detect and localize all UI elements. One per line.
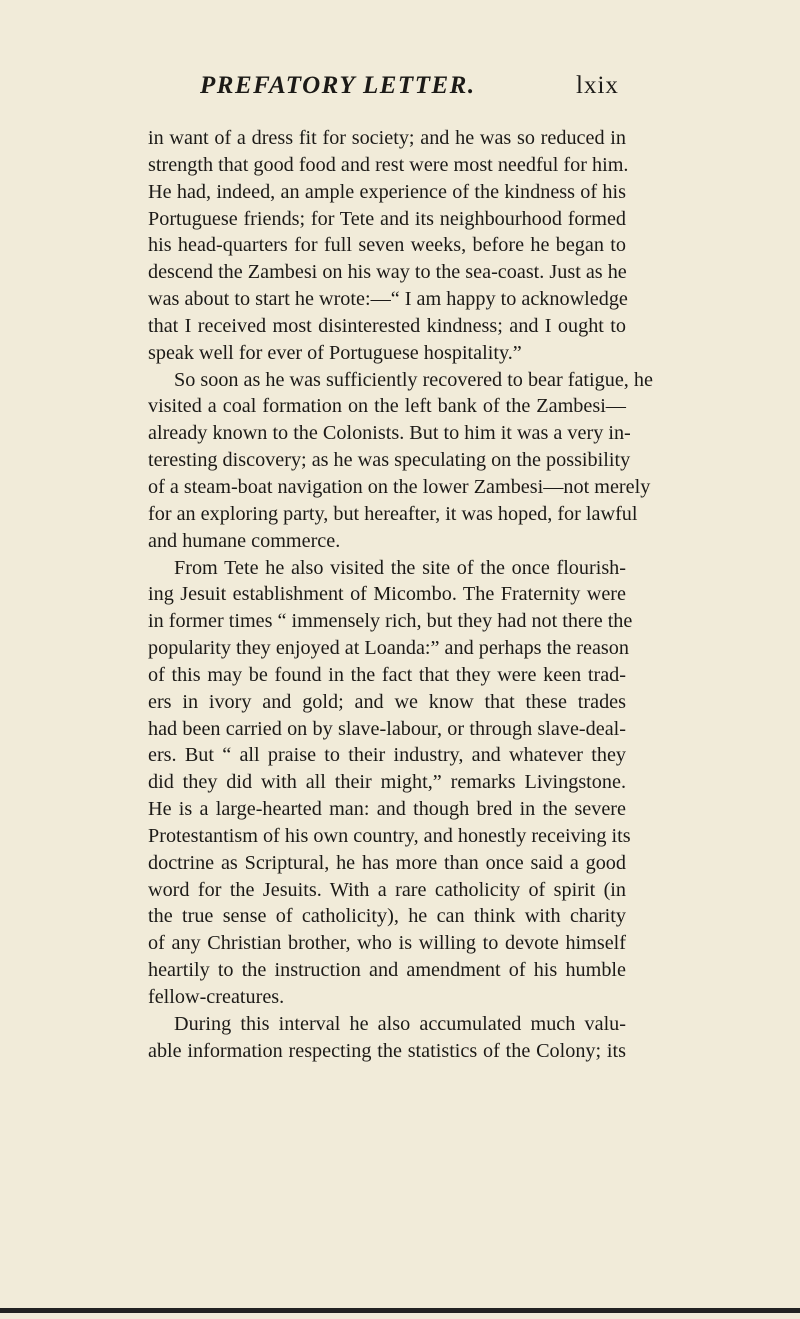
text-line: visited a coal formation on the left bank of the Zambesi— <box>148 395 626 418</box>
text-line: fellow-creatures. <box>148 986 285 1008</box>
page-number: lxix <box>576 72 619 99</box>
text-line: popularity they enjoyed at Loanda:” and perhaps the reason <box>148 637 629 660</box>
text-line: From Tete he also visited the site of the once flourish- <box>174 556 626 579</box>
text-line: his head-quarters for full seven weeks, before he began to <box>148 234 626 257</box>
text-line: He is a large-hearted man: and though bred in the severe <box>148 798 626 821</box>
text-line: was about to start he wrote:—“ I am happy to acknowledge <box>148 288 628 311</box>
text-line: During this interval he also accumulated much valu- <box>174 1012 626 1035</box>
text-line: He had, indeed, an ample experience of the kindness of his <box>148 180 626 203</box>
body-text <box>148 125 653 1065</box>
text-line: and humane commerce. <box>148 529 341 552</box>
text-line: the true sense of catholicity), he can think with charity <box>148 905 626 928</box>
text-line: for an exploring party, but hereafter, it was hoped, for lawful <box>148 502 638 525</box>
text-line: in former times “ immensely rich, but they had not there the <box>148 610 633 633</box>
text-line: teresting discovery; as he was speculating on the possibility <box>148 449 631 472</box>
text-line: ers in ivory and gold; and we know that these trades <box>148 690 626 713</box>
text-line: Protestantism of his own country, and honestly receiving its <box>148 824 631 847</box>
text-line: word for the Jesuits. With a rare catholicity of spirit (in <box>148 878 626 901</box>
text-line: speak well for ever of Portuguese hospitality.” <box>148 341 522 364</box>
text-line: heartily to the instruction and amendment of his humble <box>148 959 626 982</box>
text-line: already known to the Colonists. But to him it was a very in- <box>148 422 631 445</box>
text-line: Portuguese friends; for Tete and its neighbourhood formed <box>148 207 626 230</box>
text-line: strength that good food and rest were most needful for him. <box>148 153 629 176</box>
text-line: able information respecting the statistics of the Colony; its <box>148 1039 626 1062</box>
text-line: of a steam-boat navigation on the lower Zambesi—not merely <box>148 475 651 498</box>
text-line: of this may be found in the fact that they were keen trad- <box>148 663 626 686</box>
text-line: that I received most disinterested kindness; and I ought to <box>148 314 626 337</box>
text-line: ers. But “ all praise to their industry, and whatever they <box>148 744 626 767</box>
text-line: had been carried on by slave-labour, or through slave-deal- <box>148 717 626 740</box>
text-line: ing Jesuit establishment of Micombo. The Fraternity were <box>148 583 626 606</box>
running-title: PREFATORY LETTER. <box>200 72 476 99</box>
text-line: of any Christian brother, who is willing to devote himself <box>148 932 626 955</box>
text-line: So soon as he was sufficiently recovered to bear fatigue, he <box>174 368 653 391</box>
page-bottom-edge <box>0 1308 800 1313</box>
page-header <box>0 72 800 108</box>
text-line: doctrine as Scriptural, he has more than once said a good <box>148 851 626 874</box>
text-line: descend the Zambesi on his way to the sea-coast. Just as he <box>148 261 627 284</box>
text-line: did they did with all their might,” remarks Livingstone. <box>148 771 626 794</box>
text-line: in want of a dress fit for society; and he was so reduced in <box>148 127 626 149</box>
